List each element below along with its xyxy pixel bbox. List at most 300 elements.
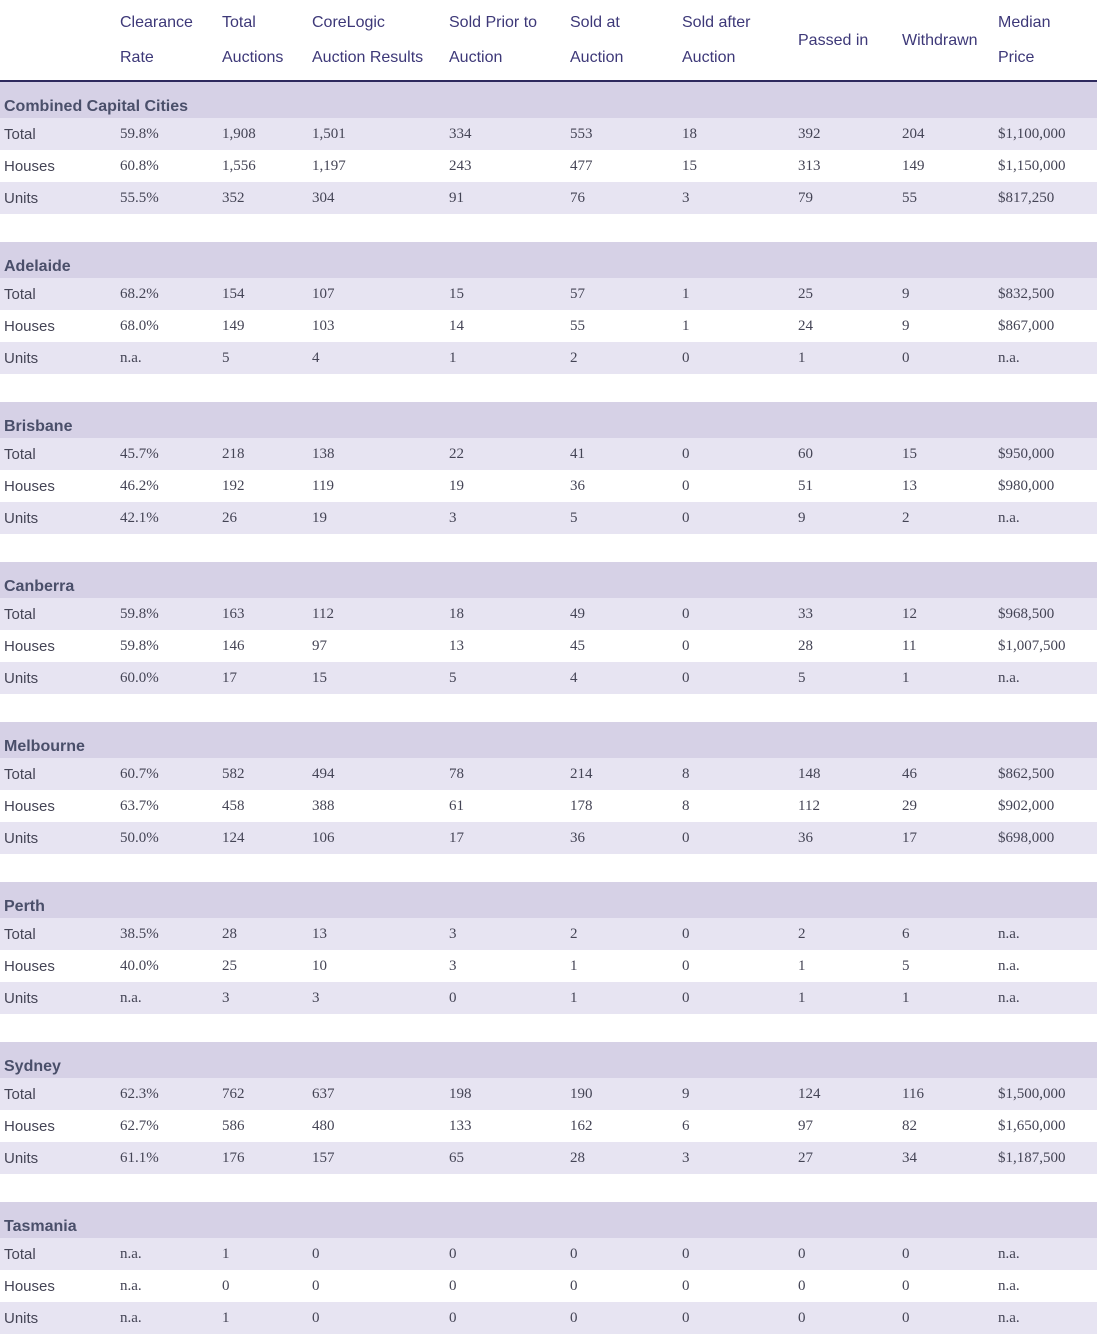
clearance-rate: 59.8% xyxy=(116,630,218,662)
withdrawn: 0 xyxy=(898,1270,994,1302)
sold-prior: 0 xyxy=(445,1302,566,1334)
region-header-row xyxy=(0,722,1097,758)
withdrawn: 5 xyxy=(898,950,994,982)
sold-at-auction: 553 xyxy=(566,118,678,150)
sold-after-auction: 18 xyxy=(678,118,794,150)
median-price: n.a. xyxy=(994,502,1097,534)
sold-prior: 243 xyxy=(445,150,566,182)
total-auctions: 582 xyxy=(218,758,308,790)
sold-after-auction-header xyxy=(678,0,794,81)
passed-in: 392 xyxy=(794,118,898,150)
withdrawn: 12 xyxy=(898,598,994,630)
row-label: Total xyxy=(0,118,116,150)
header-line-2: Auctions xyxy=(222,49,284,66)
table-row xyxy=(0,1302,1097,1334)
sold-at-auction: 2 xyxy=(566,342,678,374)
corelogic-results: 4 xyxy=(308,342,445,374)
passed-in: 60 xyxy=(794,438,898,470)
clearance-rate: 62.3% xyxy=(116,1078,218,1110)
total-auctions: 458 xyxy=(218,790,308,822)
sold-prior: 13 xyxy=(445,630,566,662)
spacer-cell xyxy=(0,694,1097,722)
row-label: Total xyxy=(0,758,116,790)
median-price: n.a. xyxy=(994,1238,1097,1270)
withdrawn: 0 xyxy=(898,1238,994,1270)
sold-prior: 61 xyxy=(445,790,566,822)
total-auctions: 25 xyxy=(218,950,308,982)
corelogic-results: 138 xyxy=(308,438,445,470)
corelogic-results: 106 xyxy=(308,822,445,854)
corelogic-results: 480 xyxy=(308,1110,445,1142)
corelogic-results: 1,501 xyxy=(308,118,445,150)
sold-after-auction: 0 xyxy=(678,1238,794,1270)
clearance-rate: 60.7% xyxy=(116,758,218,790)
row-label: Houses xyxy=(0,1270,116,1302)
passed-in: 97 xyxy=(794,1110,898,1142)
sold-prior: 0 xyxy=(445,1238,566,1270)
median-price: $968,500 xyxy=(994,598,1097,630)
corelogic-results: 112 xyxy=(308,598,445,630)
clearance-rate: 55.5% xyxy=(116,182,218,214)
region-header-row xyxy=(0,81,1097,118)
sold-after-auction: 3 xyxy=(678,182,794,214)
spacer-row xyxy=(0,1174,1097,1202)
clearance-rate: 42.1% xyxy=(116,502,218,534)
clearance-rate: n.a. xyxy=(116,1302,218,1334)
sold-prior: 133 xyxy=(445,1110,566,1142)
clearance-rate: 59.8% xyxy=(116,118,218,150)
withdrawn-header xyxy=(898,0,994,81)
region-name: Melbourne xyxy=(0,722,1097,758)
passed-in: 124 xyxy=(794,1078,898,1110)
passed-in: 0 xyxy=(794,1238,898,1270)
row-label: Units xyxy=(0,182,116,214)
median-price: $1,007,500 xyxy=(994,630,1097,662)
sold-after-auction: 8 xyxy=(678,758,794,790)
region-name: Tasmania xyxy=(0,1202,1097,1238)
sold-after-auction: 0 xyxy=(678,1270,794,1302)
median-price: $817,250 xyxy=(994,182,1097,214)
withdrawn: 34 xyxy=(898,1142,994,1174)
median-price: n.a. xyxy=(994,982,1097,1014)
corelogic-results: 103 xyxy=(308,310,445,342)
row-label: Units xyxy=(0,982,116,1014)
median-price: $1,100,000 xyxy=(994,118,1097,150)
spacer-cell xyxy=(0,1174,1097,1202)
sold-prior: 22 xyxy=(445,438,566,470)
median-price: $902,000 xyxy=(994,790,1097,822)
passed-in: 1 xyxy=(794,342,898,374)
row-label: Units xyxy=(0,502,116,534)
passed-in: 28 xyxy=(794,630,898,662)
total-auctions: 124 xyxy=(218,822,308,854)
passed-in: 1 xyxy=(794,982,898,1014)
sold-at-auction: 36 xyxy=(566,470,678,502)
sold-after-auction: 3 xyxy=(678,1142,794,1174)
spacer-cell xyxy=(0,1014,1097,1042)
median-price: n.a. xyxy=(994,918,1097,950)
region-header-row xyxy=(0,882,1097,918)
withdrawn: 55 xyxy=(898,182,994,214)
sold-prior: 1 xyxy=(445,342,566,374)
passed-in: 79 xyxy=(794,182,898,214)
table-row xyxy=(0,790,1097,822)
spacer-cell xyxy=(0,374,1097,402)
median-price: $1,187,500 xyxy=(994,1142,1097,1174)
sold-after-auction: 1 xyxy=(678,310,794,342)
header-line-2: Auction xyxy=(682,49,736,66)
withdrawn: 2 xyxy=(898,502,994,534)
total-auctions: 192 xyxy=(218,470,308,502)
total-auctions: 352 xyxy=(218,182,308,214)
sold-after-auction: 0 xyxy=(678,342,794,374)
total-auctions: 586 xyxy=(218,1110,308,1142)
corelogic-results: 97 xyxy=(308,630,445,662)
passed-in: 24 xyxy=(794,310,898,342)
passed-in: 25 xyxy=(794,278,898,310)
sold-prior: 78 xyxy=(445,758,566,790)
passed-in: 33 xyxy=(794,598,898,630)
header-line-1: Passed in xyxy=(798,31,869,49)
clearance-rate: n.a. xyxy=(116,1270,218,1302)
table-row xyxy=(0,982,1097,1014)
corelogic-results: 0 xyxy=(308,1302,445,1334)
sold-prior-header xyxy=(445,0,566,81)
sold-prior: 198 xyxy=(445,1078,566,1110)
clearance-rate: n.a. xyxy=(116,982,218,1014)
header-line-1: CoreLogic xyxy=(312,14,385,31)
corelogic-results-header xyxy=(308,0,445,81)
row-label: Total xyxy=(0,1078,116,1110)
corelogic-results: 388 xyxy=(308,790,445,822)
total-auctions-header xyxy=(218,0,308,81)
header-line-2: Price xyxy=(998,49,1035,66)
sold-prior: 3 xyxy=(445,502,566,534)
clearance-rate: 63.7% xyxy=(116,790,218,822)
withdrawn: 82 xyxy=(898,1110,994,1142)
table-row xyxy=(0,182,1097,214)
sold-prior: 18 xyxy=(445,598,566,630)
withdrawn: 17 xyxy=(898,822,994,854)
row-label: Total xyxy=(0,1238,116,1270)
spacer-row xyxy=(0,374,1097,402)
total-auctions: 17 xyxy=(218,662,308,694)
median-price: $867,000 xyxy=(994,310,1097,342)
median-price: $980,000 xyxy=(994,470,1097,502)
header-line-1: Sold after xyxy=(682,14,751,31)
withdrawn: 9 xyxy=(898,310,994,342)
region-name: Combined Capital Cities xyxy=(0,81,1097,118)
table-row xyxy=(0,918,1097,950)
passed-in: 36 xyxy=(794,822,898,854)
sold-at-auction: 178 xyxy=(566,790,678,822)
corelogic-results: 3 xyxy=(308,982,445,1014)
clearance-rate: 45.7% xyxy=(116,438,218,470)
table-row xyxy=(0,822,1097,854)
table-row xyxy=(0,1078,1097,1110)
sold-after-auction: 0 xyxy=(678,822,794,854)
total-auctions: 1 xyxy=(218,1238,308,1270)
corelogic-results: 107 xyxy=(308,278,445,310)
corelogic-results: 119 xyxy=(308,470,445,502)
row-label: Total xyxy=(0,278,116,310)
median-price: n.a. xyxy=(994,1302,1097,1334)
clearance-rate: 40.0% xyxy=(116,950,218,982)
header-line-2: Auction Results xyxy=(312,49,424,66)
corelogic-results: 1,197 xyxy=(308,150,445,182)
sold-prior: 17 xyxy=(445,822,566,854)
region-header-row xyxy=(0,402,1097,438)
header-line-2: Auction xyxy=(449,49,503,66)
row-label: Houses xyxy=(0,630,116,662)
table-header-row xyxy=(0,0,1097,81)
sold-at-auction: 162 xyxy=(566,1110,678,1142)
clearance-rate: 68.0% xyxy=(116,310,218,342)
sold-after-auction: 15 xyxy=(678,150,794,182)
sold-prior: 0 xyxy=(445,982,566,1014)
region-header-row xyxy=(0,1042,1097,1078)
total-auctions: 1,908 xyxy=(218,118,308,150)
sold-after-auction: 1 xyxy=(678,278,794,310)
sold-at-auction-header xyxy=(566,0,678,81)
sold-after-auction: 0 xyxy=(678,918,794,950)
total-auctions: 1 xyxy=(218,1302,308,1334)
passed-in: 112 xyxy=(794,790,898,822)
sold-prior: 3 xyxy=(445,950,566,982)
table-row xyxy=(0,342,1097,374)
total-auctions: 5 xyxy=(218,342,308,374)
median-price: n.a. xyxy=(994,342,1097,374)
sold-prior: 14 xyxy=(445,310,566,342)
sold-at-auction: 0 xyxy=(566,1270,678,1302)
total-auctions: 218 xyxy=(218,438,308,470)
sold-after-auction: 0 xyxy=(678,502,794,534)
table-row xyxy=(0,438,1097,470)
corelogic-results: 10 xyxy=(308,950,445,982)
corelogic-results: 494 xyxy=(308,758,445,790)
sold-at-auction: 55 xyxy=(566,310,678,342)
table-row xyxy=(0,1238,1097,1270)
clearance-rate: n.a. xyxy=(116,1238,218,1270)
header-line-2: Rate xyxy=(120,49,154,66)
row-label: Units xyxy=(0,822,116,854)
table-row xyxy=(0,118,1097,150)
clearance-rate: n.a. xyxy=(116,342,218,374)
row-label: Houses xyxy=(0,790,116,822)
sold-prior: 19 xyxy=(445,470,566,502)
total-auctions: 762 xyxy=(218,1078,308,1110)
total-auctions: 3 xyxy=(218,982,308,1014)
region-name: Adelaide xyxy=(0,242,1097,278)
sold-at-auction: 1 xyxy=(566,950,678,982)
withdrawn: 11 xyxy=(898,630,994,662)
median-price: $950,000 xyxy=(994,438,1097,470)
table-row xyxy=(0,662,1097,694)
total-auctions: 146 xyxy=(218,630,308,662)
withdrawn: 0 xyxy=(898,1302,994,1334)
row-label-header xyxy=(0,0,116,81)
sold-after-auction: 0 xyxy=(678,1302,794,1334)
sold-after-auction: 8 xyxy=(678,790,794,822)
region-header-row xyxy=(0,242,1097,278)
sold-after-auction: 0 xyxy=(678,630,794,662)
median-price-header xyxy=(994,0,1097,81)
row-label: Units xyxy=(0,1302,116,1334)
passed-in: 27 xyxy=(794,1142,898,1174)
clearance-rate: 62.7% xyxy=(116,1110,218,1142)
table-row xyxy=(0,950,1097,982)
row-label: Total xyxy=(0,918,116,950)
sold-at-auction: 0 xyxy=(566,1238,678,1270)
withdrawn: 29 xyxy=(898,790,994,822)
row-label: Houses xyxy=(0,470,116,502)
clearance-rate: 38.5% xyxy=(116,918,218,950)
row-label: Houses xyxy=(0,150,116,182)
sold-after-auction: 0 xyxy=(678,438,794,470)
table-body xyxy=(0,81,1097,1334)
median-price: $1,150,000 xyxy=(994,150,1097,182)
sold-at-auction: 214 xyxy=(566,758,678,790)
clearance-rate: 68.2% xyxy=(116,278,218,310)
corelogic-results: 15 xyxy=(308,662,445,694)
corelogic-results: 13 xyxy=(308,918,445,950)
total-auctions: 28 xyxy=(218,918,308,950)
clearance-rate: 60.8% xyxy=(116,150,218,182)
median-price: n.a. xyxy=(994,1270,1097,1302)
withdrawn: 1 xyxy=(898,662,994,694)
passed-in: 2 xyxy=(794,918,898,950)
median-price: n.a. xyxy=(994,662,1097,694)
total-auctions: 163 xyxy=(218,598,308,630)
header-line-2: Auction xyxy=(570,49,624,66)
withdrawn: 46 xyxy=(898,758,994,790)
clearance-rate-header xyxy=(116,0,218,81)
median-price: n.a. xyxy=(994,950,1097,982)
sold-at-auction: 1 xyxy=(566,982,678,1014)
withdrawn: 0 xyxy=(898,342,994,374)
sold-after-auction: 0 xyxy=(678,982,794,1014)
passed-in: 0 xyxy=(794,1302,898,1334)
withdrawn: 149 xyxy=(898,150,994,182)
total-auctions: 26 xyxy=(218,502,308,534)
clearance-rate: 46.2% xyxy=(116,470,218,502)
spacer-row xyxy=(0,694,1097,722)
table-row xyxy=(0,278,1097,310)
table-row xyxy=(0,502,1097,534)
row-label: Houses xyxy=(0,310,116,342)
spacer-row xyxy=(0,1014,1097,1042)
passed-in: 1 xyxy=(794,950,898,982)
corelogic-results: 304 xyxy=(308,182,445,214)
withdrawn: 9 xyxy=(898,278,994,310)
sold-at-auction: 28 xyxy=(566,1142,678,1174)
region-name: Perth xyxy=(0,882,1097,918)
corelogic-results: 157 xyxy=(308,1142,445,1174)
table-row xyxy=(0,150,1097,182)
withdrawn: 204 xyxy=(898,118,994,150)
spacer-row xyxy=(0,214,1097,242)
withdrawn: 116 xyxy=(898,1078,994,1110)
clearance-rate: 60.0% xyxy=(116,662,218,694)
sold-at-auction: 0 xyxy=(566,1302,678,1334)
row-label: Units xyxy=(0,662,116,694)
sold-prior: 65 xyxy=(445,1142,566,1174)
sold-after-auction: 0 xyxy=(678,598,794,630)
withdrawn: 1 xyxy=(898,982,994,1014)
spacer-cell xyxy=(0,214,1097,242)
row-label: Houses xyxy=(0,1110,116,1142)
sold-at-auction: 2 xyxy=(566,918,678,950)
header-line-1: Clearance xyxy=(120,14,193,31)
total-auctions: 149 xyxy=(218,310,308,342)
region-name: Canberra xyxy=(0,562,1097,598)
spacer-row xyxy=(0,854,1097,882)
sold-at-auction: 190 xyxy=(566,1078,678,1110)
sold-at-auction: 76 xyxy=(566,182,678,214)
median-price: $832,500 xyxy=(994,278,1097,310)
passed-in: 313 xyxy=(794,150,898,182)
passed-in: 0 xyxy=(794,1270,898,1302)
region-name: Brisbane xyxy=(0,402,1097,438)
sold-at-auction: 41 xyxy=(566,438,678,470)
sold-prior: 334 xyxy=(445,118,566,150)
total-auctions: 1,556 xyxy=(218,150,308,182)
row-label: Total xyxy=(0,438,116,470)
clearance-rate: 50.0% xyxy=(116,822,218,854)
sold-after-auction: 0 xyxy=(678,950,794,982)
table-row xyxy=(0,1142,1097,1174)
table-row xyxy=(0,598,1097,630)
header-line-1: Median xyxy=(998,14,1051,31)
region-name: Sydney xyxy=(0,1042,1097,1078)
header-line-1: Sold Prior to xyxy=(449,14,538,31)
passed-in: 148 xyxy=(794,758,898,790)
corelogic-results: 19 xyxy=(308,502,445,534)
header-line-1: Sold at xyxy=(570,14,620,31)
row-label: Total xyxy=(0,598,116,630)
sold-prior: 5 xyxy=(445,662,566,694)
total-auctions: 154 xyxy=(218,278,308,310)
row-label: Units xyxy=(0,342,116,374)
table-row xyxy=(0,758,1097,790)
median-price: $698,000 xyxy=(994,822,1097,854)
table-row xyxy=(0,1110,1097,1142)
sold-after-auction: 9 xyxy=(678,1078,794,1110)
passed-in: 51 xyxy=(794,470,898,502)
median-price: $1,650,000 xyxy=(994,1110,1097,1142)
passed-in: 9 xyxy=(794,502,898,534)
passed-in-header xyxy=(794,0,898,81)
region-header-row xyxy=(0,562,1097,598)
sold-after-auction: 0 xyxy=(678,470,794,502)
sold-after-auction: 6 xyxy=(678,1110,794,1142)
header-line-1: Withdrawn xyxy=(902,31,978,49)
spacer-cell xyxy=(0,854,1097,882)
passed-in: 5 xyxy=(794,662,898,694)
median-price: $862,500 xyxy=(994,758,1097,790)
sold-at-auction: 4 xyxy=(566,662,678,694)
sold-after-auction: 0 xyxy=(678,662,794,694)
sold-prior: 91 xyxy=(445,182,566,214)
withdrawn: 13 xyxy=(898,470,994,502)
sold-at-auction: 57 xyxy=(566,278,678,310)
sold-at-auction: 49 xyxy=(566,598,678,630)
sold-prior: 0 xyxy=(445,1270,566,1302)
sold-at-auction: 477 xyxy=(566,150,678,182)
table-row xyxy=(0,1270,1097,1302)
sold-prior: 15 xyxy=(445,278,566,310)
sold-prior: 3 xyxy=(445,918,566,950)
